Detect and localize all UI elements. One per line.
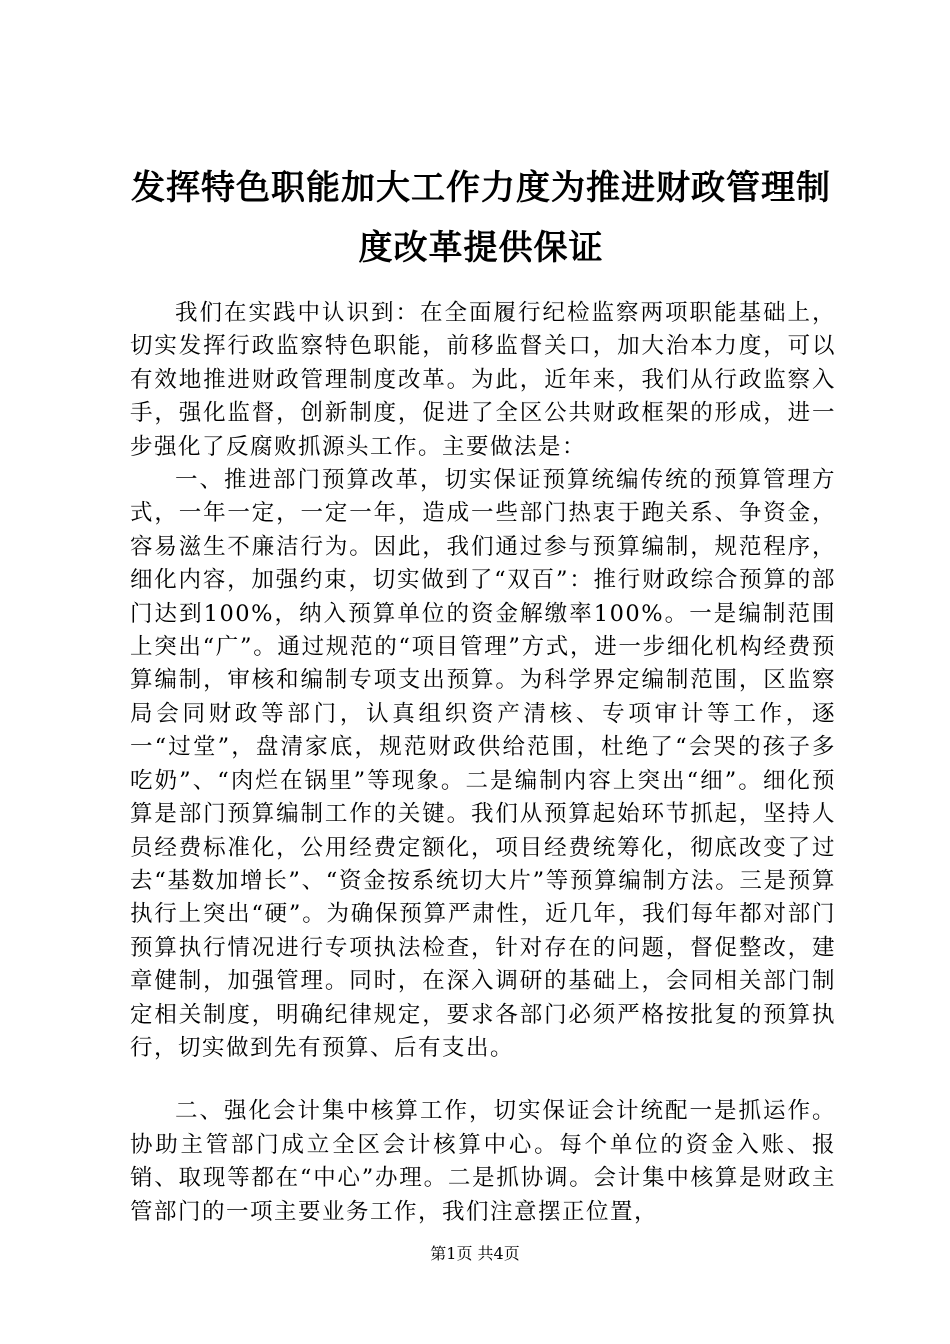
paragraph-section-two: 二、强化会计集中核算工作，切实保证会计统配一是抓运作。协助主管部门成立全区会计核算中心。每个单位的资金入账、报销、取现等都在“中心”办理。二是抓协调。会计集中核算是财政主管部门的一项主要业务工作，我们注意摆正位置， [130, 1098, 836, 1225]
document-body [130, 297, 836, 1229]
paragraph-intro: 我们在实践中认识到：在全面履行纪检监察两项职能基础上，切实发挥行政监察特色职能，前移监督关口，加大治本力度，可以有效地推进财政管理制度改革。为此，近年来，我们从行政监察入手，强化监督，创新制度，促进了全区公共财政框架的形成，进一步强化了反腐败抓源头工作。主要做法是： [130, 300, 836, 460]
paragraph-section-one: 一、推进部门预算改革，切实保证预算统编传统的预算管理方式，一年一定，一定一年，造成一些部门热衷于跑关系、争资金，容易滋生不廉洁行为。因此，我们通过参与预算编制，规范程序，细化内容，加强约束，切实做到了“双百”：推行财政综合预算的部门达到100%，纳入预算单位的资金解缴率100%。一是编制范围上突出“广”。通过规范的“项目管理”方式，进一步细化机构经费预算编制，审核和编制专项支出预算。为科学界定编制范围，区监察局会同财政等部门，认真组织资产清核、专项审计等工作，逐一“过堂”，盘清家底，规范财政供给范围，杜绝了“会哭的孩子多吃奶”、“肉烂在锅里”等现象。二是编制内容上突出“细”。细化预算是部门预算编制工作的关键。我们从预算起始环节抓起，坚持人员经费标准化，公用经费定额化，项目经费统筹化，彻底改变了过去“基数加增长”、“资金按系统切大片”等预算编制方法。三是预算执行上突出“硬”。为确保预算严肃性，近几年，我们每年都对部门预算执行情况进行专项执法检查，针对存在的问题，督促整改，建章健制，加强管理。同时，在深入调研的基础上，会同相关部门制定相关制度，明确纪律规定，要求各部门必须严格按批复的预算执行，切实做到先有预算、后有支出。 [130, 467, 836, 1061]
page-number-footer: 第1页 共4页 [430, 1244, 520, 1263]
document-title: 发挥特色职能加大工作力度为推进财政管理制度改革提供保证 [131, 168, 831, 268]
paragraph-spacer [130, 1065, 836, 1095]
